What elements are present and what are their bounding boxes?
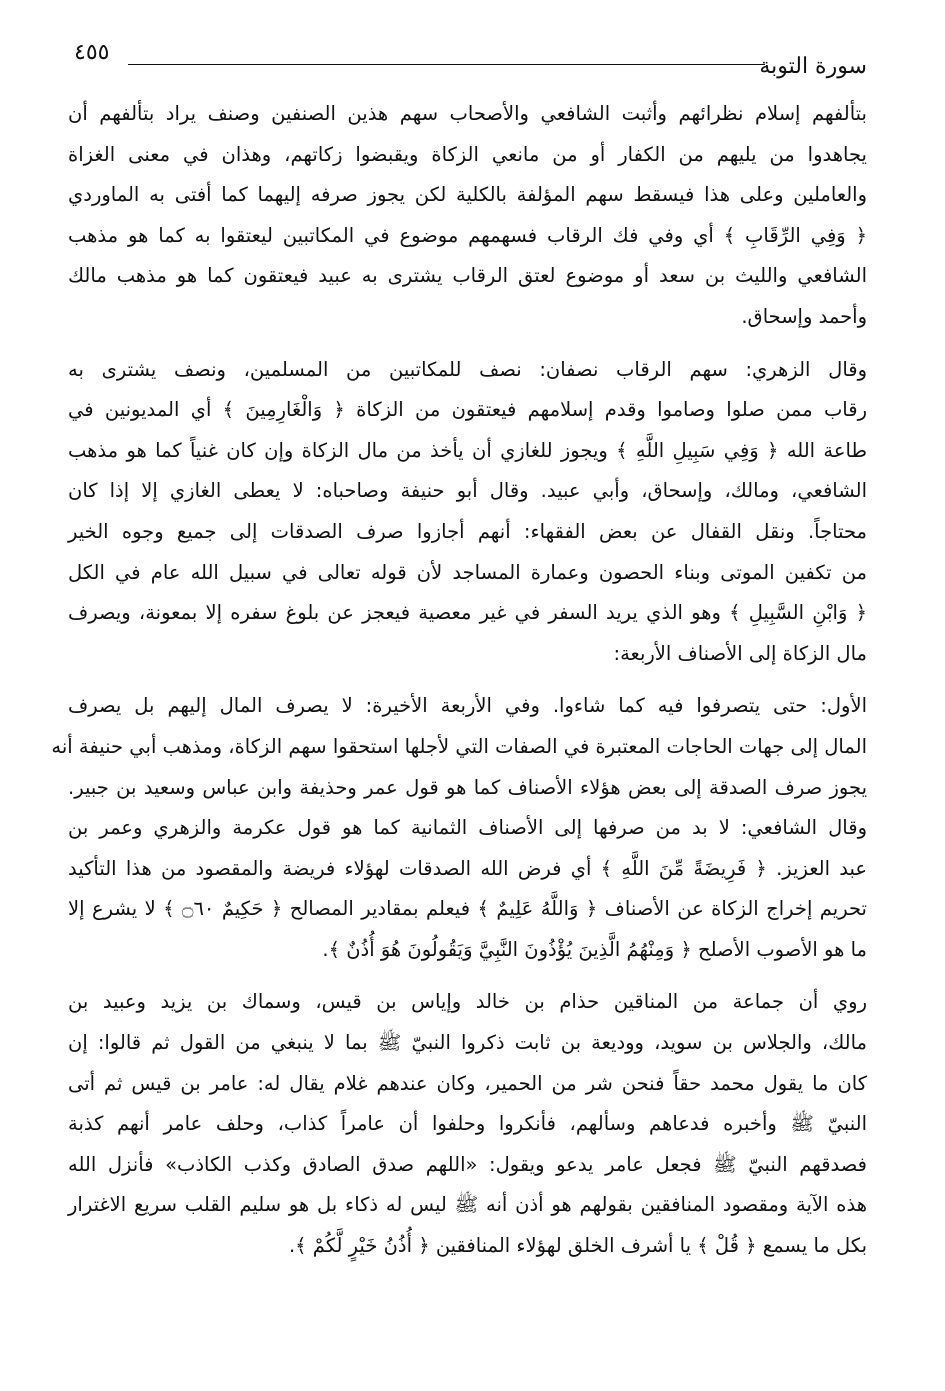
paragraph-4 <box>68 982 867 1266</box>
text-line: عبد العزيز. ﴿ فَرِيضَةً مِّنَ اللَّهِ ﴾ أي فرض الله الصدقات لهؤلاء فريضة والمقصود من هذا التأكيد <box>68 856 867 880</box>
text-line: يجاهدوا من يليهم من الكفار أو من مانعي الزكاة ويقبضوا زكاتهم، وهذان في معنى الغزاة <box>68 142 867 166</box>
text-line: مال الزكاة إلى الأصناف الأربعة: <box>613 641 867 665</box>
paragraph-gap <box>68 338 867 350</box>
text-line: تحريم إخراج الزكاة عن الأصناف ﴿ وَاللَّهُ عَلِيمٌ ﴾ فيعلم بمقادير المصالح ﴿ حَكِيمٌ ۝٦٠ ﴾ لا يشرع إلا <box>68 897 867 921</box>
text-line: فصدقهم النبيّ ﷺ فجعل عامر يدعو ويقول: «اللهم صدق الصادق وكذب الكاذب» فأنزل الله <box>68 1152 867 1176</box>
paragraph-gap <box>68 970 867 982</box>
text-line: بكل ما يسمع ﴿ قُلْ ﴾ يا أشرف الخلق لهؤلاء المنافقين ﴿ أُذُنُ خَيْرٍ لَّكُمْ ﴾. <box>288 1234 867 1258</box>
text-line: مالك، والجلاس بن سويد، ووديعة بن ثابت ذكروا النبيّ ﷺ بما لا ينبغي من القول ثم قالوا: إن <box>68 1031 867 1055</box>
text-line: الشافعي والليث بن سعد أو موضوع لعتق الرقاب يشترى به عبيد فيعتقون كما هو مذهب مالك <box>68 264 867 288</box>
surah-title: سورة التوبة <box>759 54 867 79</box>
text-line: بتألفهم إسلام نظرائهم وأثبت الشافعي والأصحاب سهم هذين الصنفين وصنف يراد بتألفهم أن <box>68 102 867 125</box>
text-line: يجوز صرف الصدقة إلى بعض هؤلاء الأصناف كما هو قول عمر وحذيفة وابن عباس وسعيد بن جبير. <box>68 775 867 799</box>
text-line: رقاب ممن صلوا وصاموا وقدم إسلامهم فيعتقون من الزكاة ﴿ وَالْغَارِمِينَ ﴾ أي المديونين في <box>68 398 867 422</box>
paragraph-3 <box>51 686 867 970</box>
text-line: روي أن جماعة من المناقين حذام بن خالد وإياس بن قيس، وسماك بن يزيد وعبيد بن <box>68 990 867 1014</box>
text-line: هذه الآية ومقصود المنافقين بقولهم هو أذن أنه ﷺ ليس له ذكاء بل هو سليم القلب سريع الاغترار <box>68 1193 867 1217</box>
page-number: ٤٥٥ <box>74 40 110 65</box>
text-line: ﴿ وَابْنِ السَّبِيلِ ﴾ وهو الذي يريد السفر في غير معصية فيعجز عن بلوغ سفره إلا بمعونة، ويصرف <box>68 601 867 625</box>
text-line: المال إلى جهات الحاجات المعتبرة في الصفات التي لأجلها استحقوا سهم الزكاة، ومذهب أبي حنيفة أنه <box>51 734 867 758</box>
text-line: من تكفين الموتى وبناء الحصون وعمارة المساجد لأن قوله تعالى في سبيل الله عام في الكل <box>68 560 867 584</box>
text-line: الأول: حتى يتصرفوا فيه كما شاءوا. وفي الأربعة الأخيرة: لا يصرف المال إليهم بل يصرف <box>68 694 867 718</box>
text-line: النبيّ ﷺ وأخبره فدعاهم وسألهم، فأنكروا وحلفوا أن عامراً كذاب، وحلف عامر أنهم كذبة <box>68 1112 867 1136</box>
text-line: وقال الزهري: سهم الرقاب نصفان: نصف للمكاتبين من المسلمين، ونصف يشترى به <box>68 357 867 381</box>
paragraph-gap <box>68 674 867 686</box>
text-line: وأحمد وإسحاق. <box>741 304 867 328</box>
text-line: الشافعي، ومالك، وإسحاق، وأبي عبيد. وقال أبو حنيفة وصاحباه: لا يعطى الغازي إلا إذا كان <box>68 479 867 503</box>
text-line: ﴿ وَفِي الرِّقَابِ ﴾ أي وفي فك الرقاب فسهمهم موضوع في المكاتبين ليعتقوا به كما هو مذهب <box>68 223 867 247</box>
paragraph-2 <box>68 350 867 675</box>
header-rule <box>128 64 765 65</box>
text-line: محتاجاً. ونقل القفال عن بعض الفقهاء: أنهم أجازوا صرف الصدقات إلى جميع وجوه الخير <box>68 519 867 543</box>
text-line: والعاملين وعلى هذا فيسقط سهم المؤلفة بالكلية لكن يجوز صرفه إليهما كما أفتى به الماوردي <box>68 183 867 207</box>
text-line: ما هو الأصوب الأصلح ﴿ وَمِنْهُمُ الَّذِينَ يُؤْذُونَ النَّبِيَّ وَيَقُولُونَ هُوَ أُذُنٌ ﴾. <box>322 937 867 961</box>
page-body <box>51 94 867 1267</box>
page-header <box>70 40 867 86</box>
text-line: كان ما يقول محمد حقاً فنحن شر من الحمير، وكان عندهم غلام يقال له: عامر بن قيس ثم أتى <box>68 1071 867 1095</box>
paragraph-1 <box>68 94 867 338</box>
text-line: وقال الشافعي: لا بد من صرفها إلى الأصناف الثمانية كما هو قول عكرمة والزهري وعمر بن <box>68 816 867 840</box>
text-line: طاعة الله ﴿ وَفِي سَبِيلِ اللَّهِ ﴾ ويجوز للغازي أن يأخذ من مال الزكاة وإن كان غنياً كما هو مذهب <box>68 438 867 462</box>
